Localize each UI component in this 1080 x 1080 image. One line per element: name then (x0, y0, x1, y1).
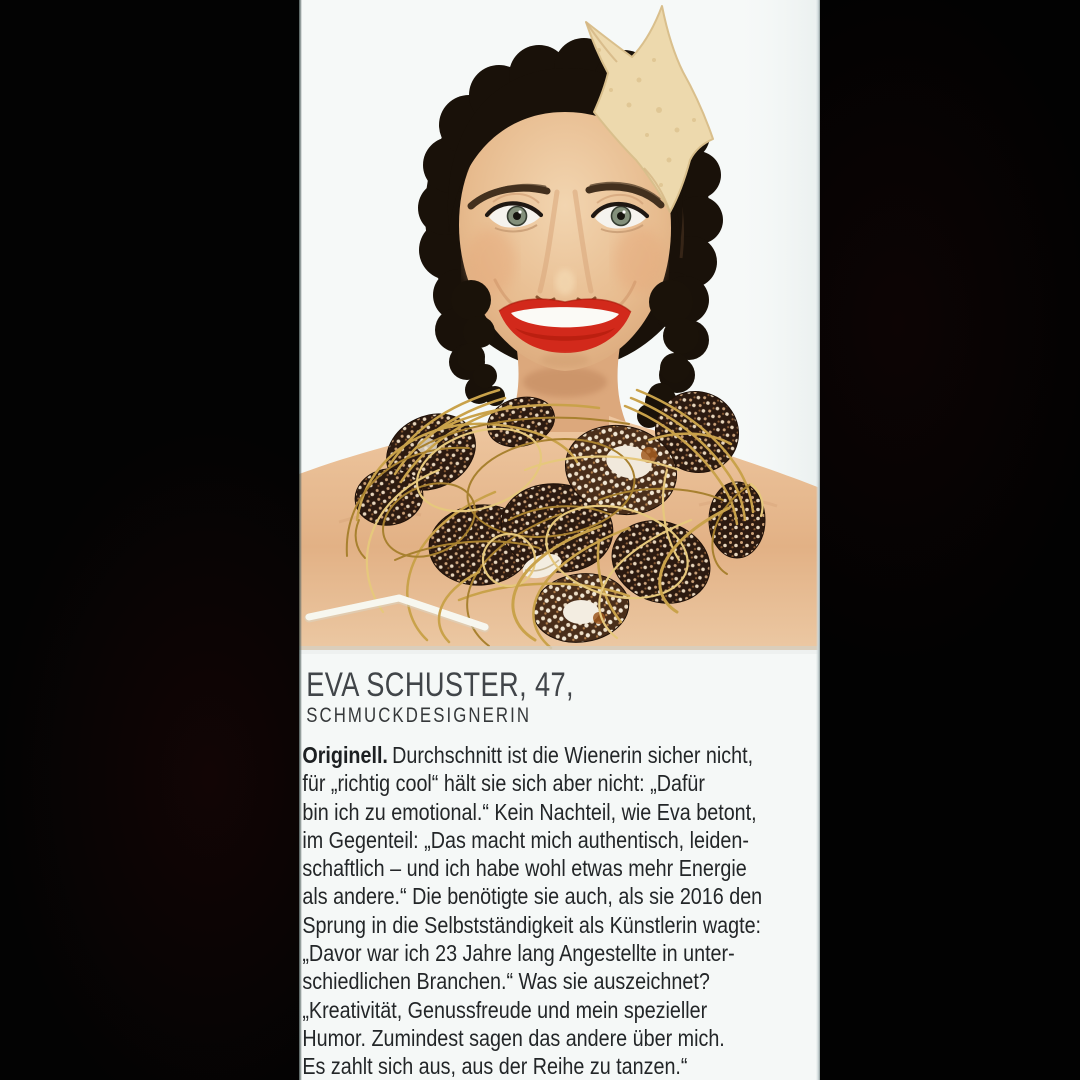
article-paragraph (299, 741, 820, 1080)
left-black-backdrop (0, 0, 299, 1080)
right-black-backdrop (820, 0, 1080, 1080)
article-line: schaftlich – und ich habe wohl etwas mehr Energie (302, 855, 747, 882)
profile-role-subheading: SCHMUCKDESIGNERIN (306, 704, 532, 727)
article-line: schiedlichen Branchen.“ Was sie auszeichnet? (302, 968, 710, 995)
article-line: Sprung in die Selbstständigkeit als Künstlerin wagte: (302, 911, 762, 938)
page-left-edge-shadow (299, 0, 302, 1080)
article-lead-word: Originell. (302, 742, 388, 768)
profile-role-block (299, 704, 820, 728)
photo-bottom-edge (299, 646, 820, 650)
portrait-photo (299, 0, 820, 654)
magazine-page (299, 0, 820, 1080)
article-block (299, 741, 820, 1080)
profile-header (299, 666, 820, 704)
article-line: „Kreativität, Genussfreude und mein spezieller (302, 996, 708, 1023)
page-right-edge-shadow (816, 0, 820, 1080)
article-line: als andere.“ Die benötigte sie auch, als sie 2016 den (302, 883, 763, 910)
article-line: bin ich zu emotional.“ Kein Nachteil, wie Eva betont, (302, 798, 757, 825)
article-line: Es zahlt sich aus, aus der Reihe zu tanzen.“ (302, 1053, 688, 1080)
profile-name-heading: EVA SCHUSTER, 47, (306, 666, 575, 704)
article-line: für „richtig cool“ hält sie sich aber nicht: „Dafür (302, 770, 705, 797)
article-line: im Gegenteil: „Das macht mich authentisch, leiden- (302, 826, 749, 853)
article-line: Humor. Zumindest sagen das andere über mich. (302, 1024, 725, 1051)
article-line: Originell. Durchschnitt ist die Wienerin sicher nicht, (302, 742, 754, 768)
article-line: „Davor war ich 23 Jahre lang Angestellte in unter- (302, 940, 735, 967)
